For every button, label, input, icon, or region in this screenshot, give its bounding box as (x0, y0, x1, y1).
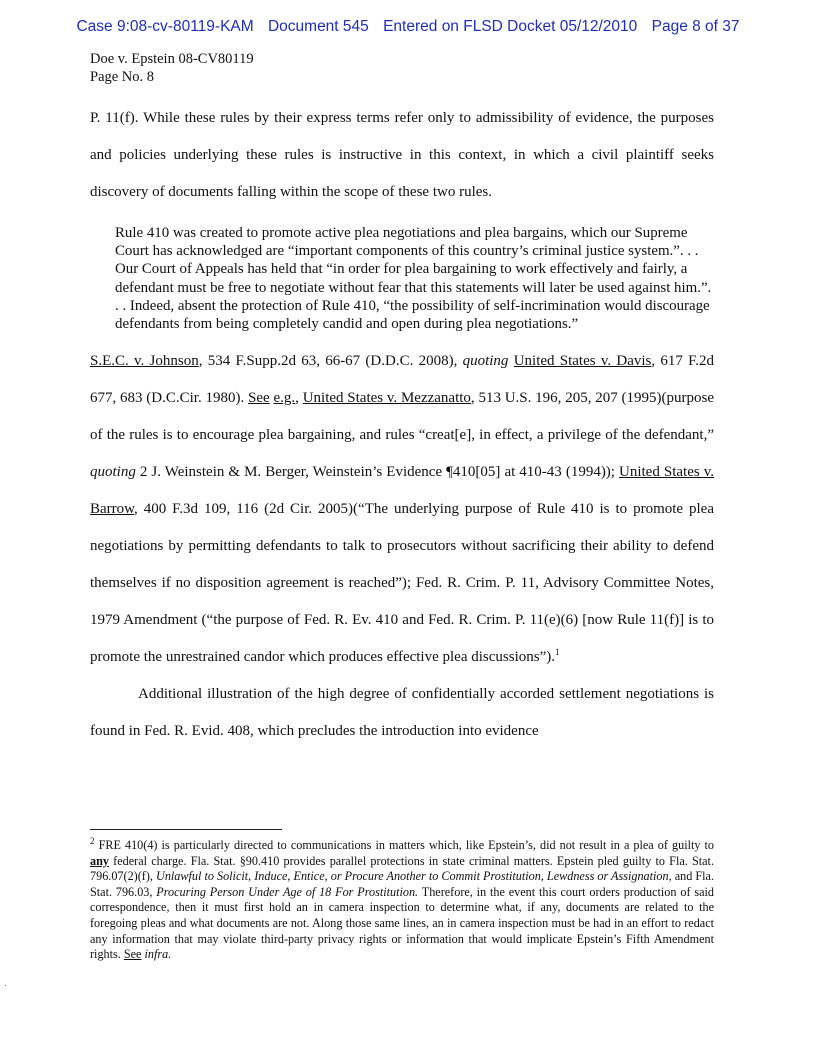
signal-infra: infra. (144, 947, 172, 962)
page-indicator: Page 8 of 37 (651, 18, 740, 35)
page-header (90, 50, 254, 86)
footnote-separator (90, 829, 282, 830)
docket-entry: Entered on FLSD Docket 05/12/2010 (383, 18, 638, 35)
case-caption: Doe v. Epstein 08-CV80119 (90, 51, 254, 67)
paragraph-2: S.E.C. v. Johnson, 534 F.Supp.2d 63, 66-67 (D.D.C. 2008), quoting United States v. Davis, 617 F.2d 677, 683 (D.C.Cir. 1980). See e.g., United States v. Mezzanatto, 513 U.S. 196, 205, 207 (1995)(purpose of the rules is to encourage plea bargaining, and rules “creat[e], in effect, a privilege of the defendant,” quoting 2 J. Weinstein & M. Berger, Weinstein’s Evidence ¶410[05] at 410-43 (1994)); United States v. Barrow, 400 F.3d 109, 116 (2d Cir. 2005)(“The underlying purpose of Rule 410 is to promote plea negotiations by permitting defendants to talk to prosecutors without sacrificing their ability to defend themselves if no disposition agreement is reached”); Fed. R. Crim. P. 11, Advisory Committee Notes, 1979 Amendment (“the purpose of Fed. R. Ev. 410 and Fed. R. Crim. P. 11(e)(6) [now Rule 11(f)] is to promote the unrestrained candor which produces effective plea discussions”).$^1$ (90, 353, 715, 666)
document-number: Document 545 (267, 18, 369, 35)
paragraph-3: Additional illustration of the high degree of confidentially accorded settlement negotiations is found in Fed. R. Evid. 408, which precludes the introduction into evidence (90, 686, 714, 740)
docket-banner (0, 18, 816, 36)
signal-eg: e.g. (273, 390, 296, 407)
citation-sec-v-johnson: S.E.C. v. Johnson (90, 353, 199, 370)
block-quote: Rule 410 was created to promote active plea negotiations and plea bargains, which our Supreme Court has acknowledged are “important components of this country’s criminal justice system.”. . . Our Court of Appeals has held that “in order for plea bargaining to work effectively and fairly, a defendant must be free to negotiate without fear that this statements will later be used against him.”. . . Indeed, absent the protection of Rule 410, “the possibility of self-incrimination would discourage defendants from being completely candid and open during plea negotiations.” (115, 225, 712, 333)
citation-us-v-mezzanatto: United States v. Mezzanatto (302, 390, 471, 407)
footnote-marker: 2 (90, 835, 95, 846)
signal-see-footnote: See (123, 947, 142, 962)
paragraph-1: P. 11(f). While these rules by their express terms refer only to admissibility of evidence, the purposes and policies underlying these rules is instructive in this context, in which a civil plaintiff seeks discovery of documents falling within the scope of these two rules. (90, 110, 714, 200)
signal-see: See (248, 390, 270, 407)
document-body (90, 100, 714, 750)
citation-us-v-davis: United States v. Davis (513, 353, 652, 370)
scan-artifact (5, 985, 6, 986)
case-number: Case 9:08-cv-80119-KAM (76, 18, 254, 35)
statute-title-2: Procuring Person Under Age of 18 For Prostitution. (156, 884, 419, 899)
statute-title-1: Unlawful to Solicit, Induce, Entice, or Procure Another to Commit Prostitution, Lewdness or Assignation, (156, 869, 672, 884)
page-number: Page No. 8 (90, 69, 155, 85)
footnote: $^2$ FRE 410(4) is particularly directed to communications in matters which, like Epstein’s, did not result in a plea of guilty to any federal charge. Fla. Stat. §90.410 provides parallel protections in state criminal matters. Epstein pled guilty to Fla. Stat. 796.07(2)(f), Unlawful to Solicit, Induce, Entice, or Procure Another to Commit Prostitution, Lewdness or Assignation, and Fla. Stat. 796.03, Procuring Person Under Age of 18 For Prostitution. Therefore, in the event this court orders production of said correspondence, then it must first hold an in camera inspection to determine what, if any, documents are related to the foregoing pleas and what documents are not. Along those same lines, an in camera inspection must be had in an effort to redact any information that may violate third-party privacy rights or information that would implicate Epstein’s Fifth Amendment rights. See infra. (90, 835, 715, 962)
emphasis-any: any (90, 853, 109, 868)
footnote-reference: 1 (554, 647, 560, 658)
citation-us-v-barrow: United States v. Barrow (90, 464, 715, 518)
